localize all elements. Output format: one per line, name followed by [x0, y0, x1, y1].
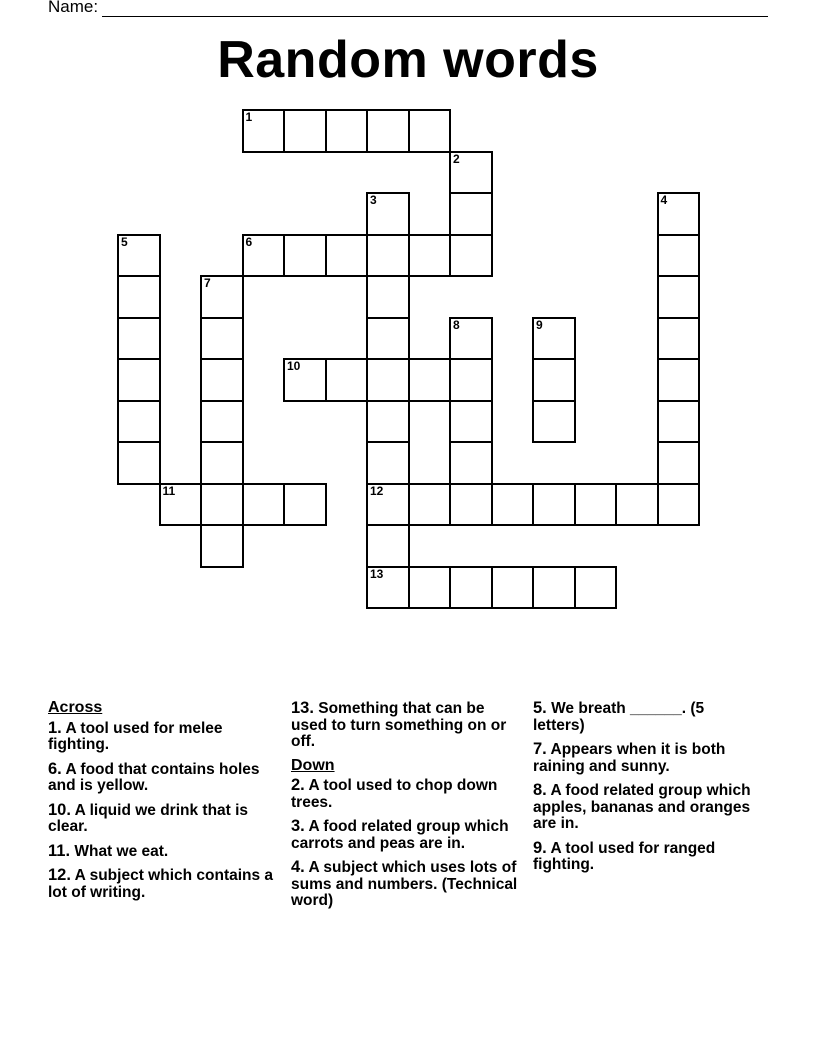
clues-column-2 [291, 700, 523, 917]
grid-cell[interactable] [366, 317, 410, 361]
grid-cell[interactable] [449, 441, 493, 485]
clue-down-7: 7. Appears when it is both raining and sunny. [533, 740, 726, 775]
grid-cell[interactable] [242, 483, 286, 527]
down-heading: Down [291, 756, 335, 774]
clue-number: 12 [370, 483, 384, 498]
grid-cell[interactable] [366, 441, 410, 485]
grid-cell[interactable] [242, 234, 286, 278]
clue-number: 1 [245, 110, 253, 124]
name-label: Name: [48, 0, 99, 16]
grid-cell[interactable] [325, 234, 369, 278]
clues-column-1 [48, 700, 283, 908]
grid-cell[interactable] [657, 192, 701, 236]
clue-number: 5 [121, 234, 128, 249]
grid-cell[interactable] [657, 317, 701, 361]
grid-cell[interactable] [366, 109, 410, 153]
grid-cell[interactable] [366, 524, 410, 568]
grid-cell[interactable] [657, 400, 701, 444]
clue-down-9: 9. A tool used for ranged fighting. [533, 838, 716, 873]
grid-cell[interactable] [117, 441, 161, 485]
grid-cell[interactable] [200, 524, 244, 568]
clue-number: 6 [245, 234, 253, 249]
grid-cell[interactable] [532, 400, 576, 444]
grid-cell[interactable] [449, 151, 493, 195]
clue-number: 13 [370, 566, 384, 581]
grid-cell[interactable] [366, 234, 410, 278]
clue-number: 2 [453, 151, 460, 166]
grid-cell[interactable] [366, 275, 410, 319]
clue-across-10: 10. A liquid we drink that is clear. [48, 800, 249, 835]
page-title: Random words [217, 31, 599, 89]
clue-number: 9 [536, 317, 543, 332]
grid-cell[interactable] [283, 358, 327, 402]
grid-cell[interactable] [657, 441, 701, 485]
grid-cell[interactable] [408, 566, 452, 610]
grid-cell[interactable] [532, 358, 576, 402]
grid-cell[interactable] [200, 441, 244, 485]
grid-cell[interactable] [200, 483, 244, 527]
grid-cell[interactable] [449, 234, 493, 278]
grid-cell[interactable] [159, 483, 203, 527]
across-heading: Across [48, 699, 103, 716]
clue-number: 10 [287, 359, 301, 373]
grid-cell[interactable] [408, 234, 452, 278]
grid-cell[interactable] [366, 400, 410, 444]
clue-number: 7 [204, 276, 211, 290]
grid-cell[interactable] [449, 317, 493, 361]
clues-column-3 [533, 700, 758, 881]
grid-cell[interactable] [532, 317, 576, 361]
clue-down-4: 4. A subject which uses lots of sums and numbers. (Technical word) [291, 858, 518, 909]
grid-cell[interactable] [366, 483, 410, 527]
clue-across-11: 11. What we eat. [48, 841, 169, 860]
grid-cell[interactable] [449, 566, 493, 610]
grid-cell[interactable] [574, 483, 618, 527]
grid-cell[interactable] [657, 275, 701, 319]
grid-cell[interactable] [532, 566, 576, 610]
clue-down-8: 8. A food related group which apples, bananas and oranges are in. [533, 781, 751, 832]
grid-cell[interactable] [366, 566, 410, 610]
grid-cell[interactable] [657, 483, 701, 527]
grid-cell[interactable] [200, 400, 244, 444]
clue-across-6: 6. A food that contains holes and is yellow. [48, 759, 260, 794]
clue-number: 8 [453, 317, 460, 332]
grid-cell[interactable] [449, 358, 493, 402]
grid-cell[interactable] [657, 358, 701, 402]
clue-down-2: 2. A tool used to chop down trees. [291, 776, 498, 811]
clue-number: 4 [660, 193, 668, 207]
grid-cell[interactable] [366, 192, 410, 236]
grid-cell[interactable] [117, 400, 161, 444]
grid-cell[interactable] [200, 275, 244, 319]
grid-cell[interactable] [574, 566, 618, 610]
clue-across-12: 12. A subject which contains a lot of writing. [48, 866, 274, 901]
grid-cell[interactable] [449, 192, 493, 236]
grid-cell[interactable] [615, 483, 659, 527]
grid-cell[interactable] [200, 358, 244, 402]
grid-cell[interactable] [242, 109, 286, 153]
clue-number: 3 [370, 193, 377, 207]
grid-cell[interactable] [491, 483, 535, 527]
grid-cell[interactable] [491, 566, 535, 610]
grid-cell[interactable] [449, 400, 493, 444]
grid-cell[interactable] [283, 109, 327, 153]
grid-cell[interactable] [325, 358, 369, 402]
clue-across-1: 1. A tool used for melee fighting. [48, 718, 223, 753]
clue-down-5: 5. We breath ______. (5 letters) [533, 699, 705, 734]
clue-across-13: 13. Something that can be used to turn something on or off. [291, 699, 507, 750]
clue-number: 11 [162, 483, 176, 498]
grid-cell[interactable] [117, 275, 161, 319]
grid-cell[interactable] [117, 358, 161, 402]
grid-cell[interactable] [283, 483, 327, 527]
grid-cell[interactable] [408, 483, 452, 527]
grid-cell[interactable] [449, 483, 493, 527]
grid-cell[interactable] [117, 317, 161, 361]
grid-cell[interactable] [366, 358, 410, 402]
grid-cell[interactable] [532, 483, 576, 527]
grid-cell[interactable] [408, 358, 452, 402]
grid-cell[interactable] [117, 234, 161, 278]
grid-cell[interactable] [408, 109, 452, 153]
grid-cell[interactable] [283, 234, 327, 278]
grid-cell[interactable] [200, 317, 244, 361]
grid-cell[interactable] [657, 234, 701, 278]
grid-cell[interactable] [325, 109, 369, 153]
clue-down-3: 3. A food related group which carrots and peas are in. [291, 817, 509, 852]
